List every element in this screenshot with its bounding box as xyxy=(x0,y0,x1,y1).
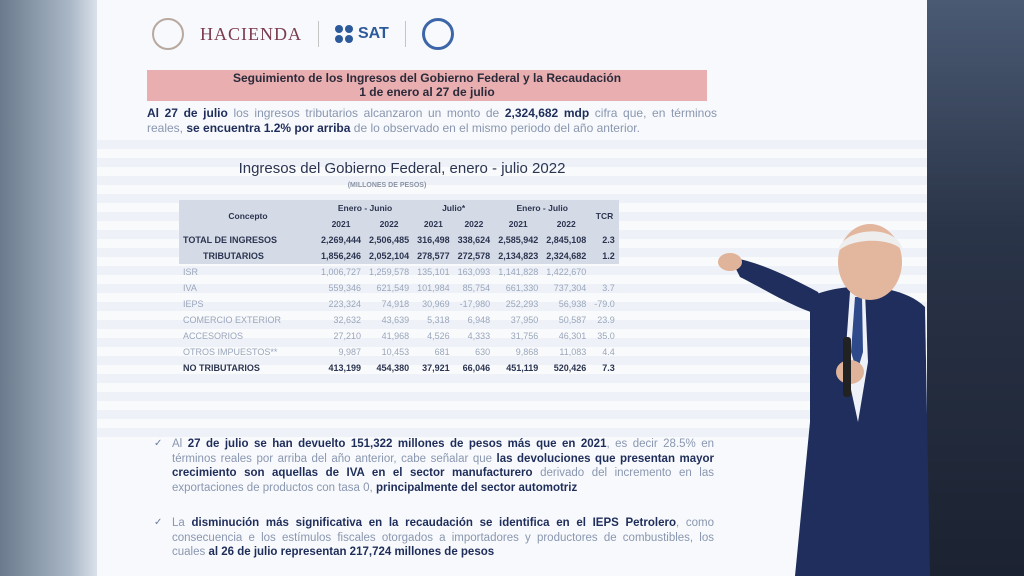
intro-amount: 2,324,682 mdp xyxy=(504,106,590,120)
row-value: 454,380 xyxy=(376,363,410,373)
intro-date: Al 27 de julio xyxy=(147,106,228,120)
row-value: 1,141,828 xyxy=(498,267,539,277)
presenter-hand xyxy=(718,253,742,271)
header-year: 2021 xyxy=(317,216,365,232)
row-value: 4.4 xyxy=(602,347,615,357)
row-value: 74,918 xyxy=(381,299,410,309)
row-value: -79.0 xyxy=(594,299,615,309)
row-value: 2,585,942 xyxy=(494,232,542,248)
row-value: 2,324,682 xyxy=(542,248,590,264)
intro-growth: se encuentra 1.2% por arriba xyxy=(186,121,351,135)
seal-icon xyxy=(152,18,184,50)
row-value: 37,950 xyxy=(510,315,539,325)
table-row xyxy=(179,360,619,376)
sat-logo-text: SAT xyxy=(358,25,389,42)
bullet-refunds-text: Al 27 de julio se han devuelto 151,322 millones de pesos más que en 2021, es decir 28.5% en términos reales por arriba del año anterior, cabe señalar que las devoluciones que presentan mayor crecimiento son aquellas de IVA en el sector manufacturero derivado del incremento en las exportaciones de productos con tasa 0, principalmente del sector automotriz xyxy=(172,438,715,494)
check-icon: ✓ xyxy=(154,517,163,528)
row-value: 2,134,823 xyxy=(494,248,542,264)
row-value: 50,587 xyxy=(558,315,587,325)
row-value: 630 xyxy=(475,347,491,357)
row-value: 520,426 xyxy=(553,363,587,373)
sat-dots-icon xyxy=(335,25,353,43)
row-label: COMERCIO EXTERIOR xyxy=(183,315,282,325)
table-row xyxy=(179,232,619,248)
row-value: 23.9 xyxy=(597,315,615,325)
sat-logo xyxy=(335,25,389,43)
row-value: 43,639 xyxy=(381,315,410,325)
row-value: 1,006,727 xyxy=(321,267,362,277)
header-year: 2021 xyxy=(494,216,542,232)
row-value: 32,632 xyxy=(333,315,362,325)
row-value: 66,046 xyxy=(462,363,491,373)
row-value: 7.3 xyxy=(602,363,615,373)
row-value: 46,301 xyxy=(558,331,587,341)
intro-text-3: de lo observado en el mismo periodo del año anterior. xyxy=(350,121,640,135)
intro-paragraph xyxy=(147,106,717,136)
intro-text-2: cifra que, en términos reales, xyxy=(147,106,717,135)
row-value: 135,101 xyxy=(417,267,450,277)
row-value: 252,293 xyxy=(505,299,539,309)
row-label: ACCESORIOS xyxy=(183,331,244,341)
row-value: 10,453 xyxy=(381,347,410,357)
slide-title-line1: Seguimiento de los Ingresos del Gobierno Federal y la Recaudación xyxy=(232,71,622,85)
row-value: 101,984 xyxy=(417,283,450,293)
header-enero-julio: Enero - Julio xyxy=(494,200,590,216)
header-year: 2022 xyxy=(454,216,495,232)
row-value: 2,845,108 xyxy=(542,232,590,248)
presenter xyxy=(700,222,930,576)
table-row xyxy=(179,264,619,280)
row-value: 11,083 xyxy=(559,347,587,357)
background-left xyxy=(0,0,100,576)
row-value xyxy=(590,264,619,280)
row-label: TRIBUTARIOS xyxy=(179,248,317,264)
row-value: 2.3 xyxy=(590,232,619,248)
header-year: 2021 xyxy=(413,216,454,232)
row-value: 85,754 xyxy=(462,283,491,293)
bullet-ieps xyxy=(154,516,714,560)
row-value: 338,624 xyxy=(454,232,495,248)
table-title: Ingresos del Gobierno Federal, enero - julio 2022 xyxy=(238,160,566,177)
row-value: 272,578 xyxy=(454,248,495,264)
table-subtitle: (MILLONES DE PESOS) xyxy=(347,182,427,189)
row-value: 163,093 xyxy=(457,267,491,277)
table-row xyxy=(179,248,619,264)
row-label: ISR xyxy=(183,267,199,277)
row-label: OTROS IMPUESTOS** xyxy=(183,347,278,357)
microphone-icon xyxy=(843,337,851,397)
logo-divider xyxy=(405,21,406,47)
row-value: 1,422,670 xyxy=(546,267,587,277)
row-value: 4,526 xyxy=(427,331,450,341)
row-value: 2,506,485 xyxy=(365,232,413,248)
row-value: 1,856,246 xyxy=(317,248,365,264)
row-label: IEPS xyxy=(183,299,204,309)
row-value: -17,980 xyxy=(459,299,491,309)
row-value: 4,333 xyxy=(467,331,491,341)
background-right xyxy=(925,0,1024,576)
bullet-refunds xyxy=(154,437,714,495)
check-icon: ✓ xyxy=(154,438,163,449)
row-label: TOTAL DE INGRESOS xyxy=(179,232,317,248)
table-row xyxy=(179,344,619,360)
row-value: 56,938 xyxy=(558,299,587,309)
row-value: 316,498 xyxy=(413,232,454,248)
row-value: 621,549 xyxy=(376,283,410,293)
row-value: 9,868 xyxy=(515,347,539,357)
row-value: 661,330 xyxy=(505,283,539,293)
row-label: NO TRIBUTARIOS xyxy=(183,363,260,373)
row-value: 5,318 xyxy=(427,315,450,325)
row-label: IVA xyxy=(183,283,197,293)
row-value: 223,324 xyxy=(328,299,362,309)
row-value: 31,756 xyxy=(510,331,539,341)
row-value: 3.7 xyxy=(602,283,615,293)
row-value: 35.0 xyxy=(597,331,615,341)
hacienda-logo: HACIENDA xyxy=(200,23,302,44)
row-value: 559,346 xyxy=(328,283,362,293)
logo-bar xyxy=(152,14,454,54)
row-value: 41,968 xyxy=(381,331,410,341)
anniversary-logo-icon xyxy=(422,18,454,50)
slide-title-line2: 1 de enero al 27 de julio xyxy=(359,85,495,99)
table-row xyxy=(179,328,619,344)
logo-divider xyxy=(318,21,319,47)
revenue-table xyxy=(179,200,619,376)
row-value: 737,304 xyxy=(553,283,587,293)
row-value: 278,577 xyxy=(413,248,454,264)
row-value: 9,987 xyxy=(338,347,362,357)
header-concepto: Concepto xyxy=(179,200,317,232)
row-value: 681 xyxy=(434,347,450,357)
table-row xyxy=(179,280,619,296)
row-value: 2,052,104 xyxy=(365,248,413,264)
row-value: 451,119 xyxy=(506,363,539,373)
row-value: 1.2 xyxy=(590,248,619,264)
row-value: 2,269,444 xyxy=(317,232,365,248)
slide-title xyxy=(147,70,707,101)
row-value: 30,969 xyxy=(422,299,450,309)
row-value: 1,259,578 xyxy=(369,267,410,277)
header-year: 2022 xyxy=(542,216,590,232)
header-julio: Julio* xyxy=(413,200,494,216)
row-value: 6,948 xyxy=(467,315,491,325)
header-year: 2022 xyxy=(365,216,413,232)
row-value: 27,210 xyxy=(333,331,362,341)
intro-text-1: los ingresos tributarios alcanzaron un monto de xyxy=(227,106,505,120)
header-tcr: TCR xyxy=(590,200,619,232)
table-row xyxy=(179,296,619,312)
header-enero-junio: Enero - Junio xyxy=(317,200,413,216)
bullet-ieps-text: La disminución más significativa en la recaudación se identifica en el IEPS Petrolero, como consecuencia e los estímulos fiscales otorgados a importadores y productores de combustibles, los cuales al 26 de julio representan 217,724 millones de pesos xyxy=(172,517,714,558)
row-value: 413,199 xyxy=(328,363,362,373)
table-row xyxy=(179,312,619,328)
row-value: 37,921 xyxy=(422,363,450,373)
